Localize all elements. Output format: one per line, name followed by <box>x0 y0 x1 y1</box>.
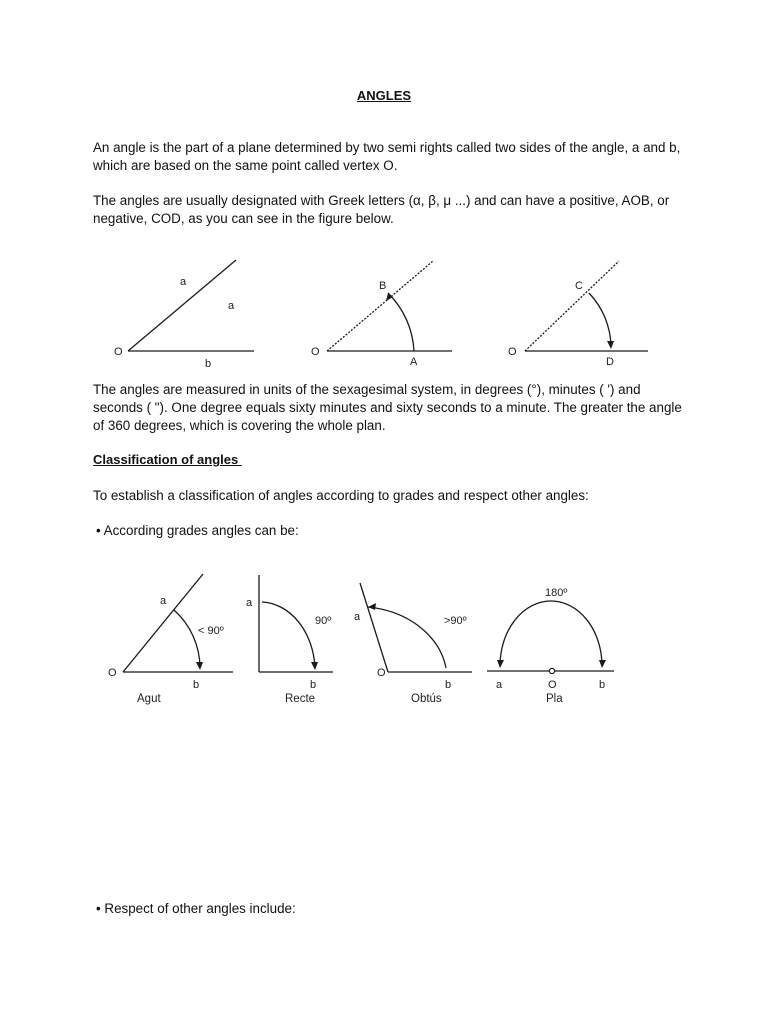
vertex-label: O <box>377 667 386 679</box>
arc-obtuse <box>368 607 446 668</box>
point-b-label: B <box>379 280 387 292</box>
side-b-label: b <box>445 679 452 691</box>
side-a-label: a <box>180 276 187 288</box>
bullet-respect-other-angles: • Respect of other angles include: <box>96 901 296 916</box>
paragraph-classification-intro: To establish a classification of angles according to grades and respect other angles: <box>93 488 589 503</box>
page-title: ANGLES <box>356 88 412 103</box>
obtuse-name-label: Obtús <box>411 693 442 705</box>
vertex-point <box>549 668 554 673</box>
diagram-acute-angle <box>108 574 233 705</box>
right-name-label: Recte <box>285 693 316 705</box>
vertex-label: O <box>114 346 123 358</box>
diagram-angle-basic <box>114 260 254 370</box>
arc-right <box>262 602 315 668</box>
paragraph-measurement: The angles are measured in units of the sexagesimal system, in degrees (°), minutes ( ') and seconds ( "). One degree equals sixty minutes and sixty seconds to a minute. The greater the angle of 360 degrees, which is covering the whole plan. <box>93 382 682 433</box>
flat-degree-label: 180º <box>545 587 568 599</box>
arc-negative <box>589 293 611 347</box>
side-a-label: a <box>160 595 167 607</box>
paragraph-designation: The angles are usually designated with Greek letters (α, β, μ ...) and can have a positive, AOB, or negative, COD, as you can see in the figure below. <box>93 193 670 226</box>
side-b-label: b <box>599 679 606 691</box>
paragraph-definition: An angle is the part of a plane determined by two semi rights called two sides of the angle, a and b, which are based on the same point called vertex O. <box>93 140 681 173</box>
point-a-label: A <box>410 356 418 368</box>
side-a-label: a <box>496 679 503 691</box>
diagram-flat-angle <box>487 587 614 705</box>
point-d-label: D <box>606 356 614 368</box>
arrowhead-icon <box>599 660 606 668</box>
point-c-label: C <box>575 280 583 292</box>
arc-positive <box>388 293 414 351</box>
acute-name-label: Agut <box>137 693 161 705</box>
arrowhead-icon <box>607 341 614 349</box>
diagram-right-angle <box>246 575 333 705</box>
side-a-line <box>128 260 236 351</box>
figure-angle-types <box>0 570 768 715</box>
arrowhead-icon <box>368 603 376 610</box>
arc-acute <box>174 610 200 668</box>
vertex-label: O <box>108 667 117 679</box>
diagram-angle-positive <box>311 261 452 368</box>
side-b-label: b <box>310 679 317 691</box>
figure-angle-designation <box>0 255 768 375</box>
flat-name-label: Pla <box>546 693 563 705</box>
arrowhead-icon <box>196 662 203 670</box>
side-a-label: a <box>246 597 253 609</box>
side-a-line <box>123 574 203 672</box>
vertex-label: O <box>508 346 517 358</box>
side-a-line <box>360 583 388 672</box>
arrowhead-icon <box>497 660 504 668</box>
section-heading-classification: Classification of angles <box>93 452 242 467</box>
vertex-label: O <box>548 679 557 691</box>
arrowhead-icon <box>386 293 393 301</box>
arrowhead-icon <box>311 662 318 670</box>
obtuse-degree-label: >90º <box>444 615 467 627</box>
side-oc-line <box>525 261 619 351</box>
side-b-label: b <box>205 358 212 370</box>
arc-flat <box>500 601 602 666</box>
vertex-label: O <box>311 346 320 358</box>
side-b-label: b <box>193 679 200 691</box>
right-degree-label: 90º <box>315 615 332 627</box>
bullet-according-grades: • According grades angles can be: <box>96 523 299 538</box>
diagram-obtuse-angle <box>354 583 472 705</box>
angle-a-label: a <box>228 300 235 312</box>
acute-degree-label: < 90º <box>198 625 224 637</box>
side-ob-line <box>327 261 433 351</box>
side-a-label: a <box>354 611 361 623</box>
diagram-angle-negative <box>508 261 648 368</box>
